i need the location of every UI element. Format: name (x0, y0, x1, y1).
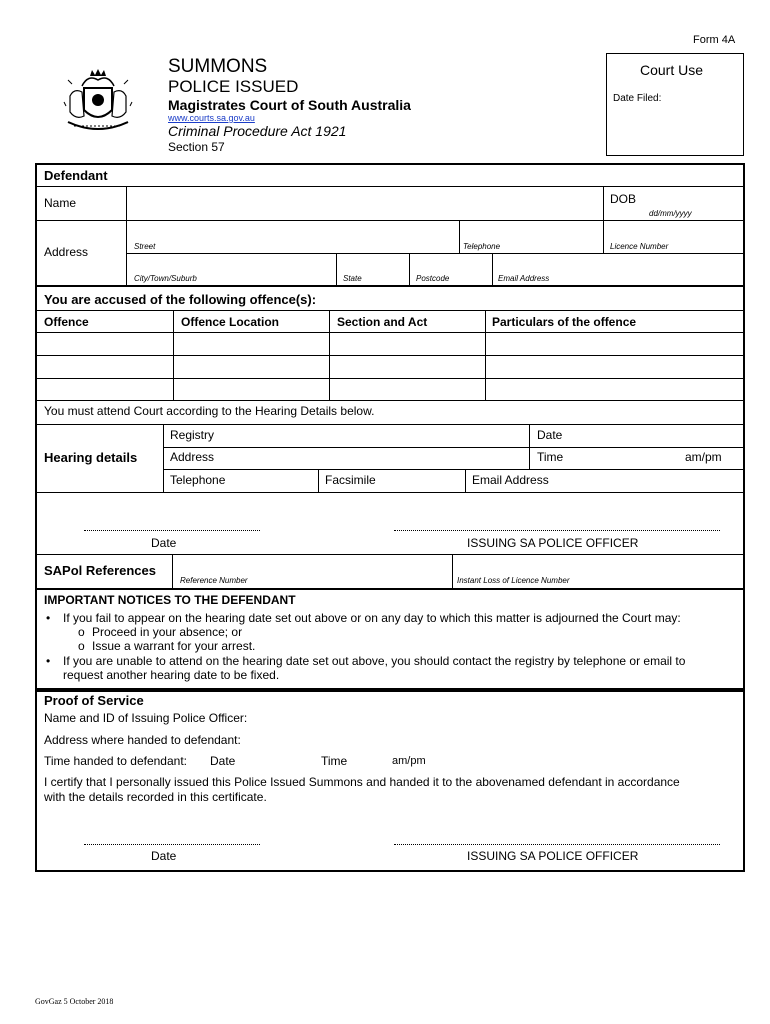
coat-of-arms-logo (62, 66, 134, 140)
email-address-label: Email Address (498, 274, 550, 283)
defendant-name-field[interactable] (130, 190, 598, 216)
important-notices-heading: IMPORTANT NOTICES TO THE DEFENDANT (44, 593, 296, 607)
particulars-col-header: Particulars of the offence (492, 315, 637, 329)
proof-officer-signature-line[interactable] (394, 844, 720, 845)
court-name: Magistrates Court of South Australia (168, 97, 411, 113)
offence-col-header: Offence (44, 315, 89, 329)
attend-court-text: You must attend Court according to the Hearing Details below. (44, 404, 375, 418)
sub-bullet-icon: o (78, 625, 85, 639)
gazette-footer: GovGaz 5 October 2018 (35, 997, 114, 1006)
court-use-title: Court Use (640, 62, 704, 78)
notice-proceed-absence: Proceed in your absence; or (92, 625, 243, 639)
offence-rows[interactable] (37, 333, 742, 399)
postcode-label: Postcode (416, 274, 450, 283)
signature-date-label: Date (151, 536, 177, 550)
officer-name-id-label: Name and ID of Issuing Police Officer: (44, 711, 248, 725)
state-label: State (343, 274, 362, 283)
sapol-references-heading: SAPol References (44, 563, 156, 578)
time-handed-label: Time handed to defendant: (44, 754, 187, 768)
address-label: Address (44, 245, 89, 259)
offence-location-col-header: Offence Location (181, 315, 280, 329)
bullet-icon: • (46, 654, 51, 668)
hearing-telephone-label: Telephone (170, 473, 226, 487)
hearing-date-label: Date (537, 428, 563, 442)
proof-ampm-label: am/pm (392, 755, 426, 767)
proof-date-signature-line[interactable] (84, 844, 260, 845)
notice-unable-attend: If you are unable to attend on the hearing date set out above, you should contact the registry by telephone or email to (63, 654, 686, 668)
proof-of-service-heading: Proof of Service (44, 693, 144, 708)
act-section: Section 57 (168, 140, 225, 154)
handed-address-label: Address where handed to defendant: (44, 733, 241, 747)
street-label: Street (134, 242, 156, 251)
hearing-email-label: Email Address (472, 473, 549, 487)
instant-loss-licence-label: Instant Loss of Licence Number (457, 576, 570, 585)
sub-bullet-icon: o (78, 639, 85, 653)
date-filed-label: Date Filed: (613, 93, 662, 104)
hearing-facsimile-label: Facsimile (325, 473, 376, 487)
reference-number-label: Reference Number (180, 576, 248, 585)
section-act-col-header: Section and Act (337, 315, 428, 329)
proof-signature-date-label: Date (151, 849, 177, 863)
proof-issuing-officer-label: ISSUING SA POLICE OFFICER (467, 849, 639, 863)
form-title: SUMMONS (168, 56, 268, 77)
act-name: Criminal Procedure Act 1921 (168, 123, 347, 139)
notice-issue-warrant: Issue a warrant for your arrest. (92, 639, 256, 653)
hearing-details-heading: Hearing details (44, 450, 138, 465)
proof-date-label: Date (210, 754, 236, 768)
notice-request-date: request another hearing date to be fixed. (63, 668, 280, 682)
court-website-link[interactable]: www.courts.sa.gov.au (168, 113, 255, 123)
hearing-time-label: Time (537, 450, 564, 464)
proof-time-label: Time (321, 754, 348, 768)
hearing-address-label: Address (170, 450, 215, 464)
offences-heading: You are accused of the following offence(s): (44, 292, 317, 307)
date-signature-line[interactable] (84, 530, 260, 531)
certification-text-line2: with the details recorded in this certificate. (44, 790, 267, 804)
dob-format-hint: dd/mm/yyyy (649, 209, 692, 218)
certification-text-line1: I certify that I personally issued this Police Issued Summons and handed it to the abovenamed defendant in accordance (44, 775, 680, 789)
dob-label: DOB (610, 192, 637, 206)
hearing-ampm-label: am/pm (685, 450, 722, 464)
form-number: Form 4A (693, 34, 736, 46)
notice-fail-to-appear: If you fail to appear on the hearing date set out above or on any day to which this matter is adjourned the Court may: (63, 611, 681, 625)
bullet-icon: • (46, 611, 51, 625)
licence-number-label: Licence Number (610, 242, 669, 251)
city-label: City/Town/Suburb (134, 274, 197, 283)
defendant-heading: Defendant (44, 168, 108, 183)
form-subtitle: POLICE ISSUED (168, 77, 299, 96)
issuing-officer-label: ISSUING SA POLICE OFFICER (467, 536, 639, 550)
name-label: Name (44, 196, 77, 210)
telephone-label: Telephone (463, 242, 501, 251)
officer-signature-line[interactable] (394, 530, 720, 531)
registry-label: Registry (170, 428, 215, 442)
